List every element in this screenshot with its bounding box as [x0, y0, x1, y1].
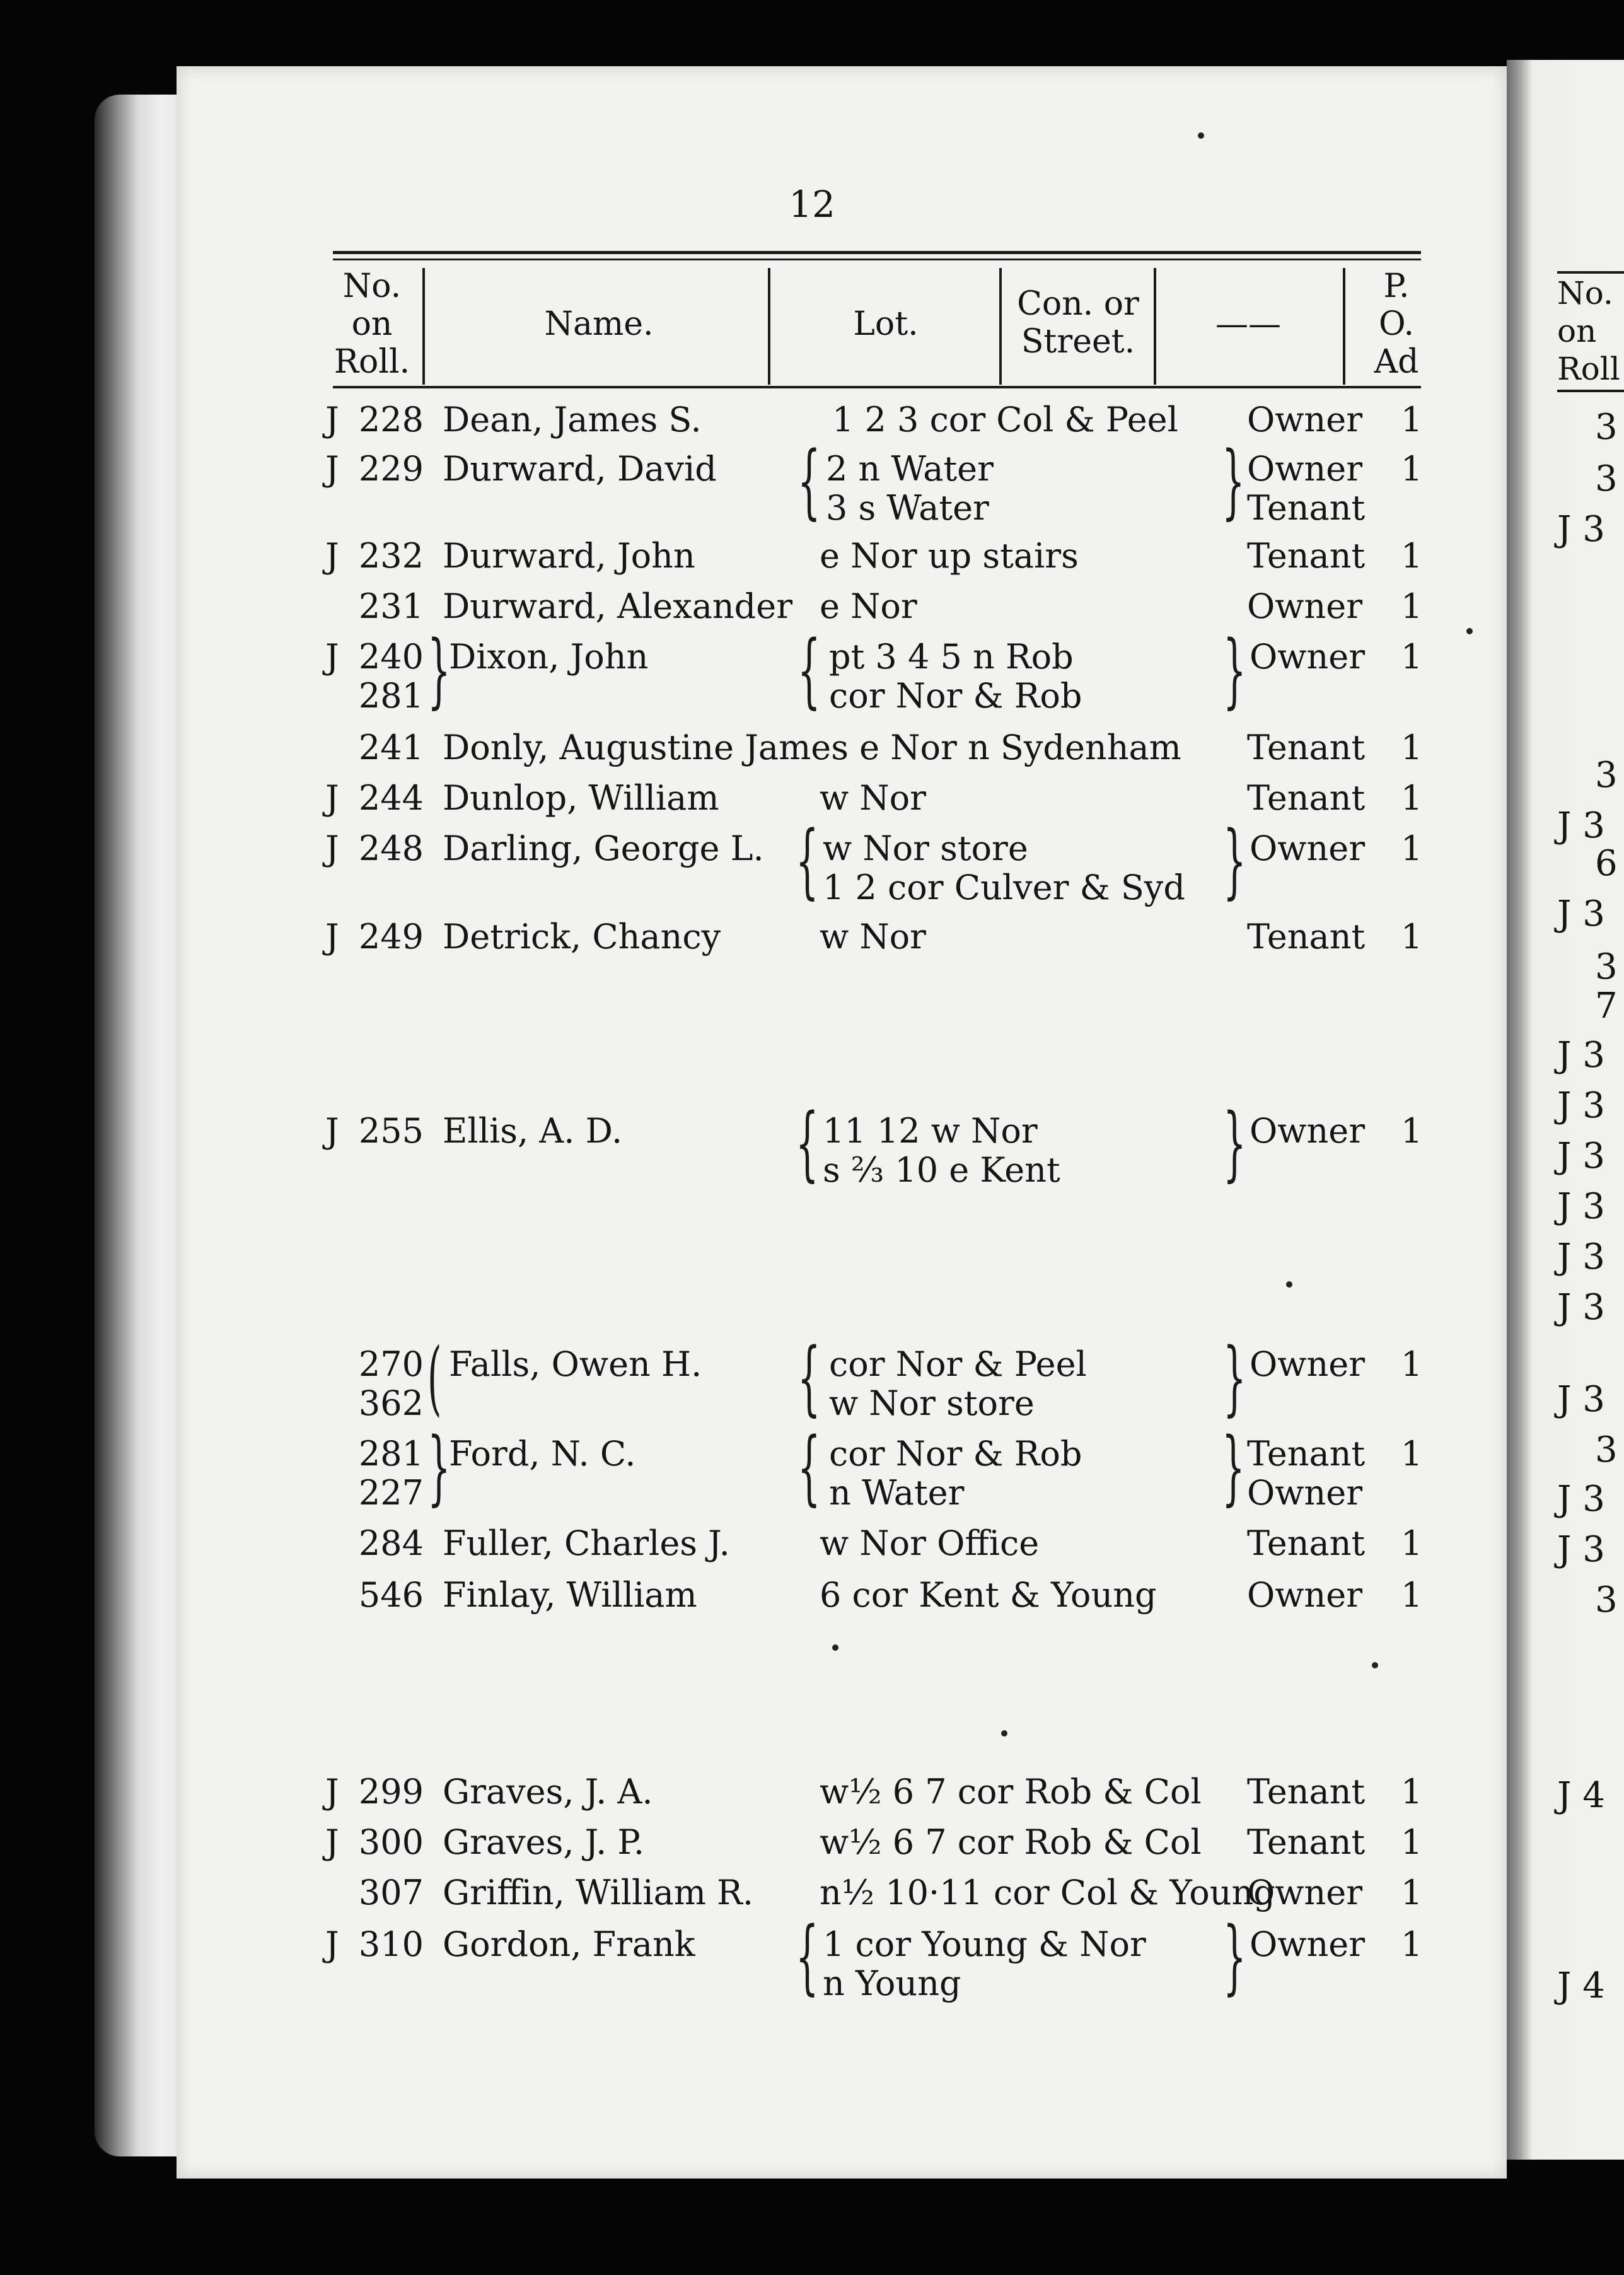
status-text: Owner	[1247, 400, 1363, 439]
roll-number: 281	[358, 676, 424, 716]
header-text: Roll	[1557, 351, 1620, 387]
status-text: Tenant	[1247, 917, 1366, 957]
roll-number: 248	[358, 829, 424, 868]
jury-mark: J	[325, 637, 339, 677]
entry-name: Durward, John	[443, 536, 695, 576]
roll-number: 228	[358, 400, 424, 439]
print-speck	[1372, 1662, 1378, 1668]
brace-glyph: }	[427, 624, 451, 718]
brace-glyph: }	[1222, 1421, 1245, 1515]
roll-number: 270	[358, 1344, 424, 1384]
jury-mark: J	[325, 400, 339, 439]
brace-glyph: {	[796, 1097, 819, 1190]
roll-number: 284	[358, 1523, 424, 1563]
jury-mark: J	[325, 1822, 339, 1862]
print-speck	[1001, 1730, 1007, 1737]
lot-text: e Nor	[820, 586, 917, 626]
entry-name: Darling, George L.	[443, 829, 764, 868]
status-text: Tenant	[1247, 536, 1366, 576]
col-divider	[768, 268, 770, 385]
print-speck	[1198, 132, 1204, 139]
header-text: No.	[1557, 275, 1613, 311]
lot-text: 11 12 w Nor	[823, 1111, 1038, 1151]
facing-fragment: 3	[1595, 407, 1618, 448]
header-lot: Lot.	[853, 305, 919, 343]
status-text: Owner	[1247, 1473, 1363, 1513]
po-address: 1	[1401, 1924, 1423, 1964]
facing-header-rule	[1557, 390, 1624, 392]
brace-glyph: }	[1223, 1331, 1246, 1425]
entry-name: Finlay, William	[443, 1575, 697, 1615]
status-text: Tenant	[1247, 778, 1366, 818]
jury-mark: J	[325, 536, 339, 576]
lot-text: 2 n Water	[826, 449, 994, 489]
status-text: Owner	[1247, 449, 1363, 489]
roll-number: 241	[358, 728, 424, 767]
roll-number: 231	[358, 586, 424, 626]
po-address: 1	[1401, 400, 1423, 439]
facing-header-rule	[1557, 271, 1624, 274]
po-address: 1	[1401, 1772, 1423, 1812]
jury-mark: J	[325, 449, 339, 489]
lot-text: w Nor	[820, 917, 926, 957]
status-text: Owner	[1250, 1111, 1366, 1151]
roll-number: 299	[358, 1772, 424, 1812]
facing-fragment: 7	[1595, 986, 1618, 1027]
facing-fragment: J 3	[1557, 1479, 1605, 1520]
header-top-rule	[333, 251, 1421, 254]
col-divider	[422, 268, 425, 385]
roll-number: 229	[358, 449, 424, 489]
brace-glyph: (	[427, 1331, 442, 1425]
header-con-or-street	[1006, 285, 1151, 361]
lot-text: cor Nor & Rob	[829, 676, 1082, 716]
po-address: 1	[1401, 536, 1423, 576]
po-address: 1	[1401, 1523, 1423, 1563]
lot-text: cor Nor & Rob	[829, 1434, 1082, 1474]
header-text: Roll.	[334, 343, 410, 381]
po-address: 1	[1401, 829, 1423, 868]
facing-fragment: J 4	[1557, 1775, 1605, 1816]
col-divider	[999, 268, 1002, 385]
status-text: Tenant	[1247, 1772, 1366, 1812]
jury-mark: J	[325, 778, 339, 818]
col-divider	[1343, 268, 1345, 385]
status-text: Tenant	[1247, 1434, 1366, 1474]
status-text: Tenant	[1247, 728, 1366, 767]
header-dash: ——	[1215, 305, 1281, 343]
po-address: 1	[1401, 778, 1423, 818]
brace-glyph: }	[1222, 434, 1245, 528]
jury-mark: J	[325, 1111, 339, 1151]
po-address: 1	[1401, 1873, 1423, 1912]
brace-glyph: }	[1223, 1910, 1246, 2004]
facing-fragment: J 3	[1557, 1136, 1605, 1177]
lot-text: s ⅔ 10 e Kent	[823, 1150, 1060, 1190]
po-address: 1	[1401, 1344, 1423, 1384]
po-address: 1	[1401, 449, 1423, 489]
header-top-rule-2	[333, 259, 1421, 260]
po-address: 1	[1401, 917, 1423, 957]
jury-mark: J	[325, 829, 339, 868]
entry-name: Ford, N. C.	[449, 1434, 636, 1474]
entry-name: Ellis, A. D.	[443, 1111, 623, 1151]
lot-text: e Nor up stairs	[820, 536, 1079, 576]
facing-header	[1557, 274, 1620, 388]
lot-text: w½ 6 7 cor Rob & Col	[820, 1772, 1202, 1812]
brace-glyph: }	[1223, 1097, 1246, 1190]
brace-glyph: {	[796, 814, 819, 908]
status-text: Owner	[1247, 1575, 1363, 1615]
facing-fragment: J 3	[1557, 509, 1605, 550]
po-address: 1	[1401, 586, 1423, 626]
book-spine-edge	[95, 95, 189, 2156]
header-text: on	[351, 305, 393, 343]
lot-text: 3 s Water	[826, 488, 989, 528]
brace-glyph: }	[427, 1421, 451, 1515]
roll-number: 227	[358, 1473, 424, 1513]
jury-mark: J	[325, 917, 339, 957]
entry-name: Graves, J. A.	[443, 1772, 653, 1812]
status-text: Owner	[1250, 1924, 1366, 1964]
print-speck	[1466, 628, 1473, 634]
roll-number: 307	[358, 1873, 424, 1912]
entry-name: Durward, David	[443, 449, 717, 489]
roll-number: 240	[358, 637, 424, 677]
lot-text: n Young	[823, 1964, 961, 2003]
entry-name: Fuller, Charles J.	[443, 1523, 730, 1563]
status-text: Owner	[1247, 586, 1363, 626]
facing-fragment: J 4	[1557, 1965, 1605, 2006]
header-text: P.	[1383, 267, 1410, 305]
roll-number: 244	[358, 778, 424, 818]
entry-name: Griffin, William R.	[443, 1873, 753, 1912]
status-text: Tenant	[1247, 1523, 1366, 1563]
status-text: Owner	[1250, 829, 1366, 868]
facing-fragment: J 3	[1557, 1085, 1605, 1126]
roll-number: 546	[358, 1575, 424, 1615]
facing-fragment: 3	[1595, 1429, 1618, 1470]
facing-fragment: 6	[1595, 843, 1618, 884]
lot-text: w Nor	[820, 778, 926, 818]
lot-text: w Nor store	[823, 829, 1028, 868]
status-text: Tenant	[1247, 488, 1366, 528]
po-address: 1	[1401, 1575, 1423, 1615]
facing-fragment: J 3	[1557, 1186, 1605, 1227]
facing-fragment: 3	[1595, 1580, 1618, 1620]
entry-name: Dean, James S.	[443, 400, 702, 439]
header-no-on-roll	[328, 267, 416, 381]
brace-glyph: {	[798, 434, 821, 528]
entry-name: Gordon, Frank	[443, 1924, 695, 1964]
po-address: 1	[1401, 1111, 1423, 1151]
facing-fragment: J 3	[1557, 1529, 1605, 1570]
facing-fragment: J 3	[1557, 1035, 1605, 1076]
status-text: Owner	[1250, 637, 1366, 677]
brace-glyph: {	[798, 624, 821, 718]
brace-glyph: {	[798, 1331, 821, 1425]
header-text: No.	[342, 267, 402, 305]
facing-fragment: J 3	[1557, 893, 1605, 934]
entry-name: Durward, Alexander	[443, 586, 793, 626]
status-text: Owner	[1250, 1344, 1366, 1384]
header-text: Street.	[1021, 323, 1135, 361]
lot-text: w Nor Office	[820, 1523, 1040, 1563]
facing-fragment: 3	[1595, 946, 1618, 987]
header-text: O.	[1378, 305, 1415, 343]
roll-number: 300	[358, 1822, 424, 1862]
roll-number: 362	[358, 1383, 424, 1423]
lot-text: n½ 10·11 cor Col & Young	[820, 1873, 1275, 1912]
header-text: on	[1557, 313, 1597, 349]
col-divider	[1154, 268, 1156, 385]
facing-fragment: J 3	[1557, 805, 1605, 846]
lot-text: n Water	[829, 1473, 965, 1513]
lot-text: 1 2 3 cor Col & Peel	[832, 400, 1178, 439]
entry-name: Detrick, Chancy	[443, 917, 721, 957]
header-po-ad	[1355, 267, 1437, 381]
header-name: Name.	[544, 305, 654, 343]
lot-text: w Nor store	[829, 1383, 1035, 1423]
header-text: Ad	[1374, 343, 1419, 381]
jury-mark: J	[325, 1924, 339, 1964]
roll-number: 255	[358, 1111, 424, 1151]
lot-text: cor Nor & Peel	[829, 1344, 1087, 1384]
print-speck	[1286, 1281, 1292, 1288]
brace-glyph: {	[798, 1421, 821, 1515]
roll-number: 232	[358, 536, 424, 576]
page-number: 12	[789, 183, 835, 226]
lot-text: 6 cor Kent & Young	[820, 1575, 1157, 1615]
lot-text: 1 cor Young & Nor	[823, 1924, 1146, 1964]
header-text: Con. or	[1017, 285, 1139, 323]
facing-fragment: J 3	[1557, 1236, 1605, 1277]
po-address: 1	[1401, 1434, 1423, 1474]
entry-name: Dixon, John	[449, 637, 649, 677]
lot-text: pt 3 4 5 n Rob	[829, 637, 1074, 677]
entry-name: Donly, Augustine James e Nor n Sydenham	[443, 728, 1181, 767]
lot-text: w½ 6 7 cor Rob & Col	[820, 1822, 1202, 1862]
header-bottom-rule	[333, 386, 1421, 388]
brace-glyph: {	[796, 1910, 819, 2004]
facing-fragment: J 3	[1557, 1287, 1605, 1328]
po-address: 1	[1401, 728, 1423, 767]
po-address: 1	[1401, 1822, 1423, 1862]
roll-number: 281	[358, 1434, 424, 1474]
lot-text: 1 2 cor Culver & Syd	[823, 868, 1185, 907]
jury-mark: J	[325, 1772, 339, 1812]
entry-name: Falls, Owen H.	[449, 1344, 702, 1384]
facing-fragment: J 3	[1557, 1379, 1605, 1420]
brace-glyph: }	[1223, 814, 1246, 908]
facing-fragment: 3	[1595, 755, 1618, 796]
status-text: Owner	[1247, 1873, 1363, 1912]
entry-name: Dunlop, William	[443, 778, 719, 818]
po-address: 1	[1401, 637, 1423, 677]
entry-name: Graves, J. P.	[443, 1822, 644, 1862]
roll-number: 310	[358, 1924, 424, 1964]
brace-glyph: }	[1223, 624, 1246, 718]
facing-fragment: 3	[1595, 458, 1618, 499]
print-speck	[832, 1644, 838, 1651]
roll-number: 249	[358, 917, 424, 957]
status-text: Tenant	[1247, 1822, 1366, 1862]
